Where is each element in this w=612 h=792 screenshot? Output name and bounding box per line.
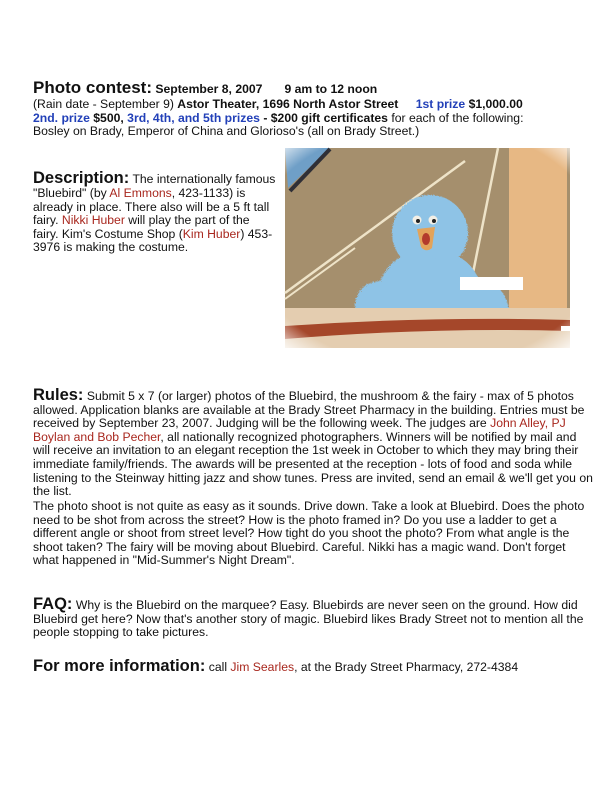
more-info-text-2: , at the Brady Street Pharmacy, 272-4384	[294, 660, 519, 674]
contest-intro	[33, 79, 593, 139]
contest-time: 9 am to 12 noon	[284, 82, 378, 96]
second-prize-label: 2nd. prize	[33, 110, 90, 125]
contact-link[interactable]: Jim Searles	[230, 660, 295, 674]
sponsors: Bosley on Brady, Emperor of China and Glorioso's (all on Brady Street.)	[33, 124, 420, 139]
second-prize-value: $500,	[93, 110, 124, 125]
bluebird-photo	[280, 143, 575, 348]
faq-section	[33, 595, 593, 640]
rules-heading: Rules:	[33, 386, 84, 404]
other-prizes-label: 3rd, 4th, and 5th prizes	[127, 110, 260, 125]
description-text-3: will play the part of the fairy. Kim's Costume Shop (	[33, 213, 250, 241]
faq-heading: FAQ:	[33, 595, 73, 613]
fairy-name-link[interactable]: Nikki Huber	[61, 213, 125, 228]
venue: Astor Theater, 1696 North Astor Street	[177, 97, 399, 111]
bluebird-photo-svg	[280, 143, 575, 348]
rules-text-2: , all nationally recognized photographers. Winners will be notified by mail and will receive an invitation to an elegant reception the 1st week in October to which they may bring their immediate family/friends. The awards will be presented at the reception - lots of food and soda while listening to the Steinway hitting jazz and show tunes. Press are invited, send an email & we'll get you on the list.	[33, 429, 593, 499]
first-prize-value: $1,000.00	[468, 97, 523, 111]
more-info-section	[33, 657, 593, 675]
costumer-link[interactable]: Kim Huber	[182, 226, 241, 241]
description-text-1: The internationally famous "Bluebird" (by	[33, 172, 276, 200]
more-info-text-1: call	[208, 660, 228, 674]
judges-link[interactable]: John Alley, PJ Boylan and Bob Pecher	[33, 416, 566, 444]
artist-link[interactable]: Al Emmons	[109, 186, 172, 200]
description-section	[33, 169, 278, 255]
contest-date: September 8, 2007	[155, 82, 263, 96]
other-prizes-tail: for each of the following:	[391, 110, 524, 125]
description-text-2: , 423-1133) is already in place. There also will be a 5 ft tall fairy.	[33, 186, 270, 228]
description-text-4: ) 453-3976 is making the costume.	[33, 226, 273, 255]
rules-text-1: Submit 5 x 7 (or larger) photos of the Bluebird, the mushroom & the fairy - max of 5 photos allowed. Application blanks are available at the Brady Street Pharmacy in the building. Entries must be received by September 23, 2007. Judging will be the following week. The judges are	[33, 389, 585, 431]
rules-section	[33, 386, 593, 499]
first-prize-label: 1st prize	[415, 97, 466, 111]
more-info-heading: For more information:	[33, 657, 206, 675]
description-heading: Description:	[33, 169, 130, 187]
faq-text: Why is the Bluebird on the marquee? Easy. Bluebirds are never seen on the ground. How did Bluebird get here? Now that's another story of magic. Bluebird likes Brady Street not to mention all the people stopping to take pictures.	[33, 598, 584, 640]
photo-shoot-paragraph: The photo shoot is not quite as easy as it sounds. Drive down. Take a look at Bluebird. Does the photo need to be shot from across the street? How is the photo framed in? Do you use a ladder to get a different angle or shoot from street level? How tight do you shoot the photo? From what angle is the shoot taken? The fairy will be moving about Bluebird. Careful. Nikki has a magic wand. Don't forget what happened in "Mid-Summer's Night Dream".	[33, 499, 585, 568]
other-prizes-value: - $200 gift certificates	[263, 110, 388, 125]
contest-heading: Photo contest:	[33, 78, 152, 97]
rain-date: (Rain date - September 9)	[33, 97, 174, 111]
